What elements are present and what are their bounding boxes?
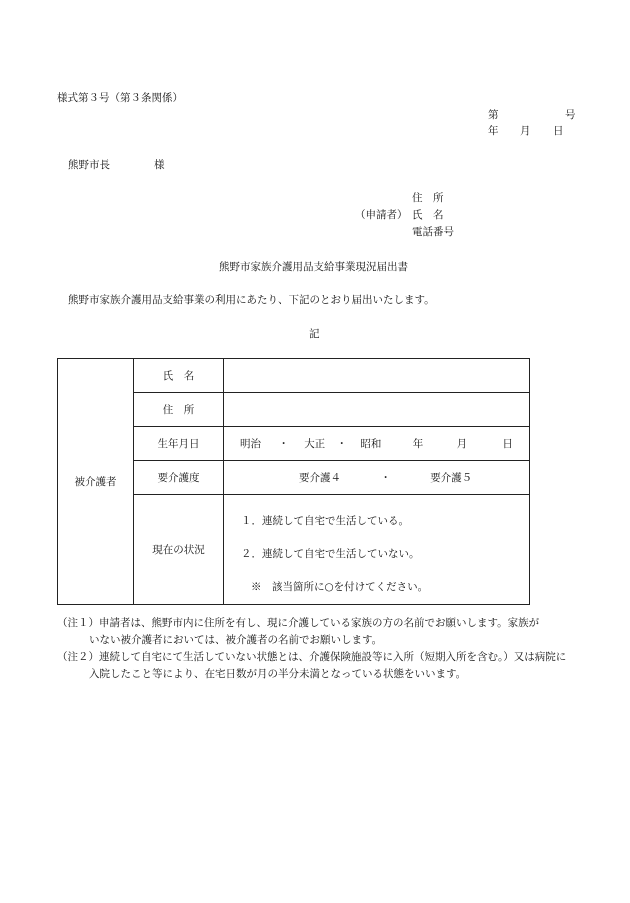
- name-value-cell[interactable]: [224, 359, 530, 393]
- ki-label: 記: [309, 328, 320, 340]
- document-title: 熊野市家族介護用品支給事業現況届出書: [219, 261, 408, 273]
- applicant-phone-label: 電話番号: [412, 226, 454, 238]
- applicant-address-label: 住 所: [412, 192, 444, 204]
- name-label-cell: [134, 359, 224, 393]
- care-level-label-cell: [134, 461, 224, 495]
- applicant-label: （申請者）: [355, 209, 408, 221]
- care-level-value-cell[interactable]: [224, 461, 530, 495]
- status-note: ※ 該当箇所に○を付けてください。: [251, 581, 429, 593]
- dob-label-cell: [134, 427, 224, 461]
- doc-number-prefix: 第: [488, 109, 499, 121]
- note-1-line-2: いない被介護者においては、被介護者の名前でお願いします。: [89, 634, 383, 646]
- dob-era-taisho: 大正: [304, 438, 326, 450]
- notes: [57, 615, 577, 683]
- status-value-cell[interactable]: [224, 495, 530, 605]
- status-option-1: １．連続して自宅で生活している。: [241, 515, 409, 527]
- address-label: 住 所: [162, 404, 195, 416]
- dob-era-showa: 昭和: [360, 438, 382, 450]
- applicant-name-label: 氏 名: [412, 209, 444, 221]
- note-1-line-1: （注１）申請者は、熊野市内に住所を有し、現に介護している家族の方の名前でお願いします。家族が: [57, 617, 540, 629]
- dob-value-cell[interactable]: [224, 427, 530, 461]
- intro-text: 熊野市家族介護用品支給事業の利用にあたり、下記のとおり届出いたします。: [68, 294, 435, 306]
- addressee-name: 熊野市長: [68, 159, 110, 171]
- care-level-label: 要介護度: [157, 472, 200, 484]
- section-label: 被介護者: [74, 476, 117, 488]
- status-option-2: ２．連続して自宅で生活していない。: [241, 548, 420, 560]
- name-label: 氏 名: [162, 370, 195, 382]
- dob-label: 生年月日: [157, 438, 200, 450]
- note-2-line-1: （注２）連続して自宅にて生活していない状態とは、介護保険施設等に入所（短期入所を含む。）又は病院に: [57, 651, 567, 663]
- doc-number-suffix: 号: [565, 109, 576, 121]
- care-recipient-table: [57, 358, 530, 605]
- address-label-cell: [134, 393, 224, 427]
- date-year: 年: [488, 125, 499, 137]
- care-level-option-5: 要介護５: [430, 472, 473, 484]
- care-level-separator: ・: [380, 472, 391, 484]
- address-value-cell[interactable]: [224, 393, 530, 427]
- form-number: 様式第３号（第３条関係）: [57, 92, 183, 104]
- care-level-option-4: 要介護４: [299, 472, 341, 484]
- dob-era-meiji: 明治: [240, 438, 261, 450]
- dob-month: 月: [456, 438, 468, 450]
- note-2-line-2: 入院したこと等により、在宅日数が月の半分未満となっている状態をいいます。: [89, 668, 467, 680]
- dob-year: 年: [412, 438, 424, 450]
- section-label-cell: [58, 359, 134, 605]
- addressee-honorific: 様: [154, 159, 165, 171]
- date-month: 月: [520, 125, 531, 137]
- date-day: 日: [553, 125, 564, 137]
- status-label: 現在の状況: [152, 544, 205, 556]
- dob-separator-1: ・: [278, 438, 289, 450]
- status-label-cell: [134, 495, 224, 605]
- dob-separator-2: ・: [336, 438, 348, 450]
- dob-day: 日: [502, 438, 513, 450]
